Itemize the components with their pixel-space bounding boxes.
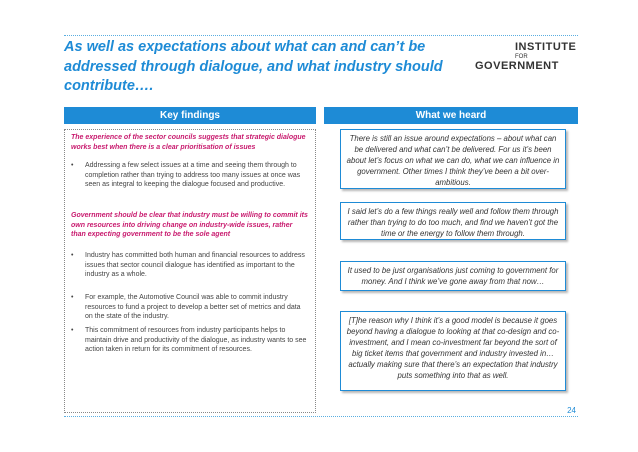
- logo-line-1: INSTITUTE: [515, 41, 577, 53]
- bottom-divider: [64, 416, 578, 418]
- top-divider: [64, 35, 578, 37]
- logo-line-3: GOVERNMENT: [475, 60, 559, 72]
- bullet-marker: •: [71, 327, 74, 334]
- bullet-marker: •: [71, 162, 74, 169]
- what-we-heard-header: What we heard: [324, 107, 578, 124]
- quote-box: It used to be just organisations just coming to government for money. And I think we’ve gone away from that now…: [340, 261, 566, 291]
- bullet-commitment-drive: This commitment of resources from industry participants helps to maintain drive and productivity of the dialogue, as industry wants to see action taken in return for its commitment of resources.: [85, 327, 307, 353]
- finding-industry-resources: Government should be clear that industry must be willing to commit its own resources into driving change on industry-wide issues, rather than expecting government to be the sole agent: [71, 212, 308, 238]
- quote-box: [T]he reason why I think it’s a good model is because it goes beyond having a dialogue to looking at that co-design and co-investment, and I mean co-investment far beyond the sort of big ticket items that government and industry invested in… actually making sure that there’s an expectation that industry puts something into that as well.: [340, 311, 566, 391]
- key-findings-header: Key findings: [64, 107, 316, 124]
- quote-box: I said let’s do a few things really well and follow them through rather than trying to do too much, and find we haven’t got the time or the energy to follow them through.: [340, 202, 566, 240]
- bullet-few-issues: Addressing a few select issues at a time and seeing them through to completion rather than trying to address too many issues at once was seen as integral to keeping the dialogue focused and productive.: [85, 162, 301, 188]
- page-title: As well as expectations about what can and can’t be addressed through dialogue, and what industry should contribute….: [64, 39, 443, 94]
- institute-for-government-logo: [475, 42, 575, 72]
- bullet-marker: •: [71, 294, 74, 301]
- quote-box: There is still an issue around expectations – about what can be delivered and what can’t be delivered. For us it’s been about let’s focus on what we can do, what we can influence in government. Other times I think they’ve been a bit over-ambitious.: [340, 129, 566, 189]
- page-number: 24: [567, 406, 576, 415]
- bullet-committed-resources: Industry has committed both human and financial resources to address issues that sector council dialogue has identified as important to the industry as a whole.: [85, 252, 305, 278]
- logo-line-2: FOR: [515, 54, 528, 60]
- finding-prioritisation: The experience of the sector councils suggests that strategic dialogue works best when there is a clear prioritisation of issues: [71, 134, 306, 151]
- bullet-automotive-council: For example, the Automotive Council was able to commit industry resources to fund a project to develop a better set of metrics and data on the state of the industry.: [85, 294, 301, 320]
- bullet-marker: •: [71, 252, 74, 259]
- key-findings-panel: [64, 129, 316, 413]
